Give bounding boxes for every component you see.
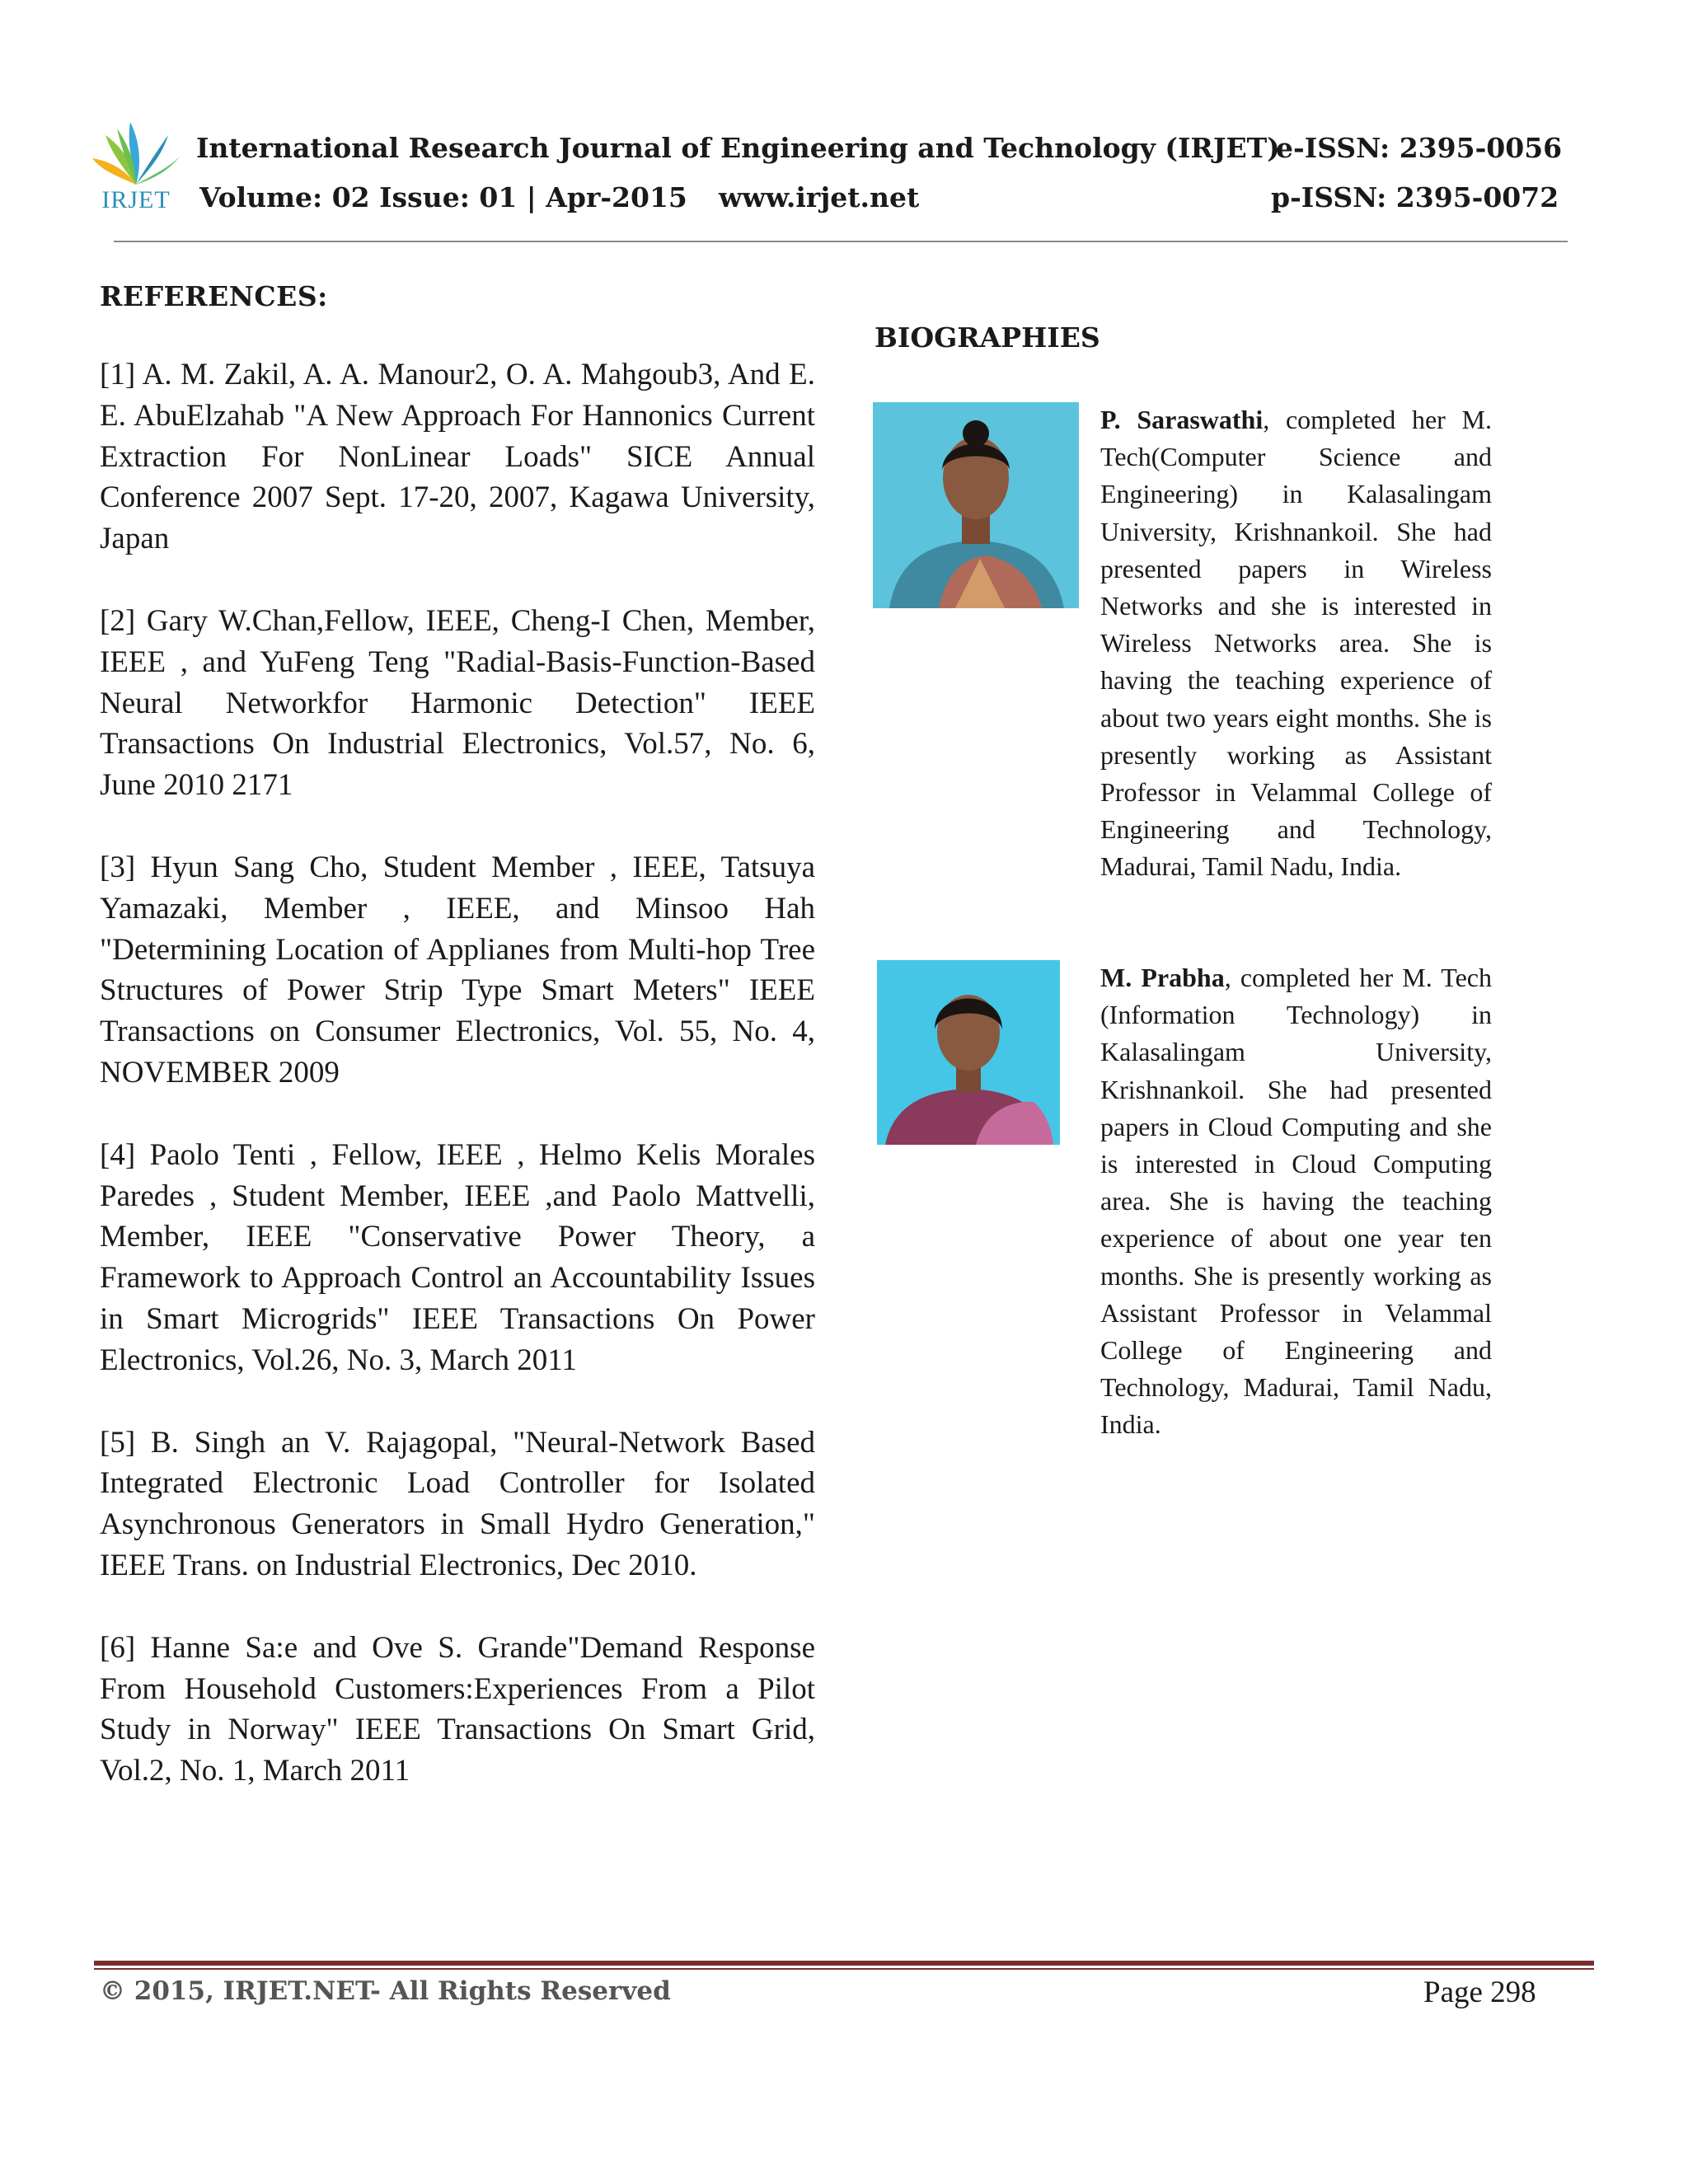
- author-name: P. Saraswathi: [1100, 405, 1264, 434]
- footer-divider: [94, 1961, 1594, 1966]
- journal-logo: [91, 117, 181, 214]
- biography-text: , completed her M. Tech(Computer Science and Engineering) in Kalasalingam University, Krishnankoil. She had presented papers in Wireless Networks and she is interested in Wireless Networks area. She is having the teaching experience of about two years eight months. She is presently working as Assistant Professor in Velammal College of Engineering and Technology, Madurai, Tamil Nadu, India.: [1100, 405, 1493, 882]
- footer-divider-thin: [94, 1968, 1594, 1970]
- reference-item: [6] Hanne Sa:e and Ove S. Grande"Demand Response From Household Customers:Experiences From a Pilot Study in Norway" IEEE Transactions On Smart Grid, Vol.2, No. 1, March 2011: [100, 1630, 815, 1788]
- reference-item: [4] Paolo Tenti , Fellow, IEEE , Helmo Kelis Morales Paredes , Student Member, IEEE ,and Paolo Mattvelli, Member, IEEE "Conservative Power Theory, a Framework to Approach Control an Accountability Issues in Smart Microgrids" IEEE Transactions On Power Electronics, Vol.26, No. 3, March 2011: [100, 1137, 815, 1377]
- biographies-heading: BIOGRAPHIES: [874, 321, 1100, 354]
- copyright: © 2015, IRJET.NET- All Rights Reserved: [100, 1976, 671, 2006]
- biography-saraswathi: [1100, 401, 1492, 886]
- journal-website: www.irjet.net: [719, 181, 920, 213]
- e-issn: e-ISSN: 2395-0056: [1276, 132, 1563, 164]
- page-number: Page 298: [1423, 1975, 1536, 2009]
- author-photo-prabha: [877, 960, 1060, 1145]
- journal-title: International Research Journal of Engineering and Technology (IRJET): [196, 132, 1280, 164]
- header-divider: [114, 241, 1568, 242]
- references-heading: REFERENCES:: [100, 280, 328, 312]
- p-issn: p-ISSN: 2395-0072: [1271, 181, 1559, 213]
- volume-issue: Volume: 02 Issue: 01 | Apr-2015: [199, 181, 687, 213]
- reference-item: [5] B. Singh an V. Rajagopal, "Neural-Network Based Integrated Electronic Load Controller for Isolated Asynchronous Generators in Small Hydro Generation," IEEE Trans. on Industrial Electronics, Dec 2010.: [100, 1425, 815, 1582]
- reference-item: [3] Hyun Sang Cho, Student Member , IEEE, Tatsuya Yamazaki, Member , IEEE, and Minsoo Hah "Determining Location of Applianes from Multi-hop Tree Structures of Power Strip Type Smart Meters" IEEE Transactions on Consumer Electronics, Vol. 55, No. 4, NOVEMBER 2009: [100, 850, 815, 1090]
- references-section: [100, 280, 815, 1833]
- author-photo-saraswathi: [873, 402, 1079, 608]
- logo-leaves-icon: [91, 117, 181, 186]
- biography-text: , completed her M. Tech (Information Technology) in Kalasalingam University, Krishnankoil. She had presented papers in Cloud Computing and she is interested in Cloud Computing area. She is having the teaching experience of about one year ten months. She is presently working as Assistant Professor in Velammal College of Engineering and Technology, Madurai, Tamil Nadu, India.: [1100, 963, 1493, 1440]
- author-name: M. Prabha: [1100, 963, 1225, 992]
- logo-text: IRJET: [101, 186, 171, 213]
- reference-item: [1] A. M. Zakil, A. A. Manour2, O. A. Mahgoub3, And E. E. AbuElzahab "A New Approach For Hannonics Current Extraction For NonLinear Loads" SICE Annual Conference 2007 Sept. 17-20, 2007, Kagawa University, Japan: [100, 358, 815, 556]
- biography-prabha: [1100, 959, 1492, 1444]
- reference-item: [2] Gary W.Chan,Fellow, IEEE, Cheng-I Chen, Member, IEEE , and YuFeng Teng "Radial-Basis-Function-Based Neural Networkfor Harmonic Detection" IEEE Transactions On Industrial Electronics, Vol.57, No. 6, June 2010 2171: [100, 603, 815, 803]
